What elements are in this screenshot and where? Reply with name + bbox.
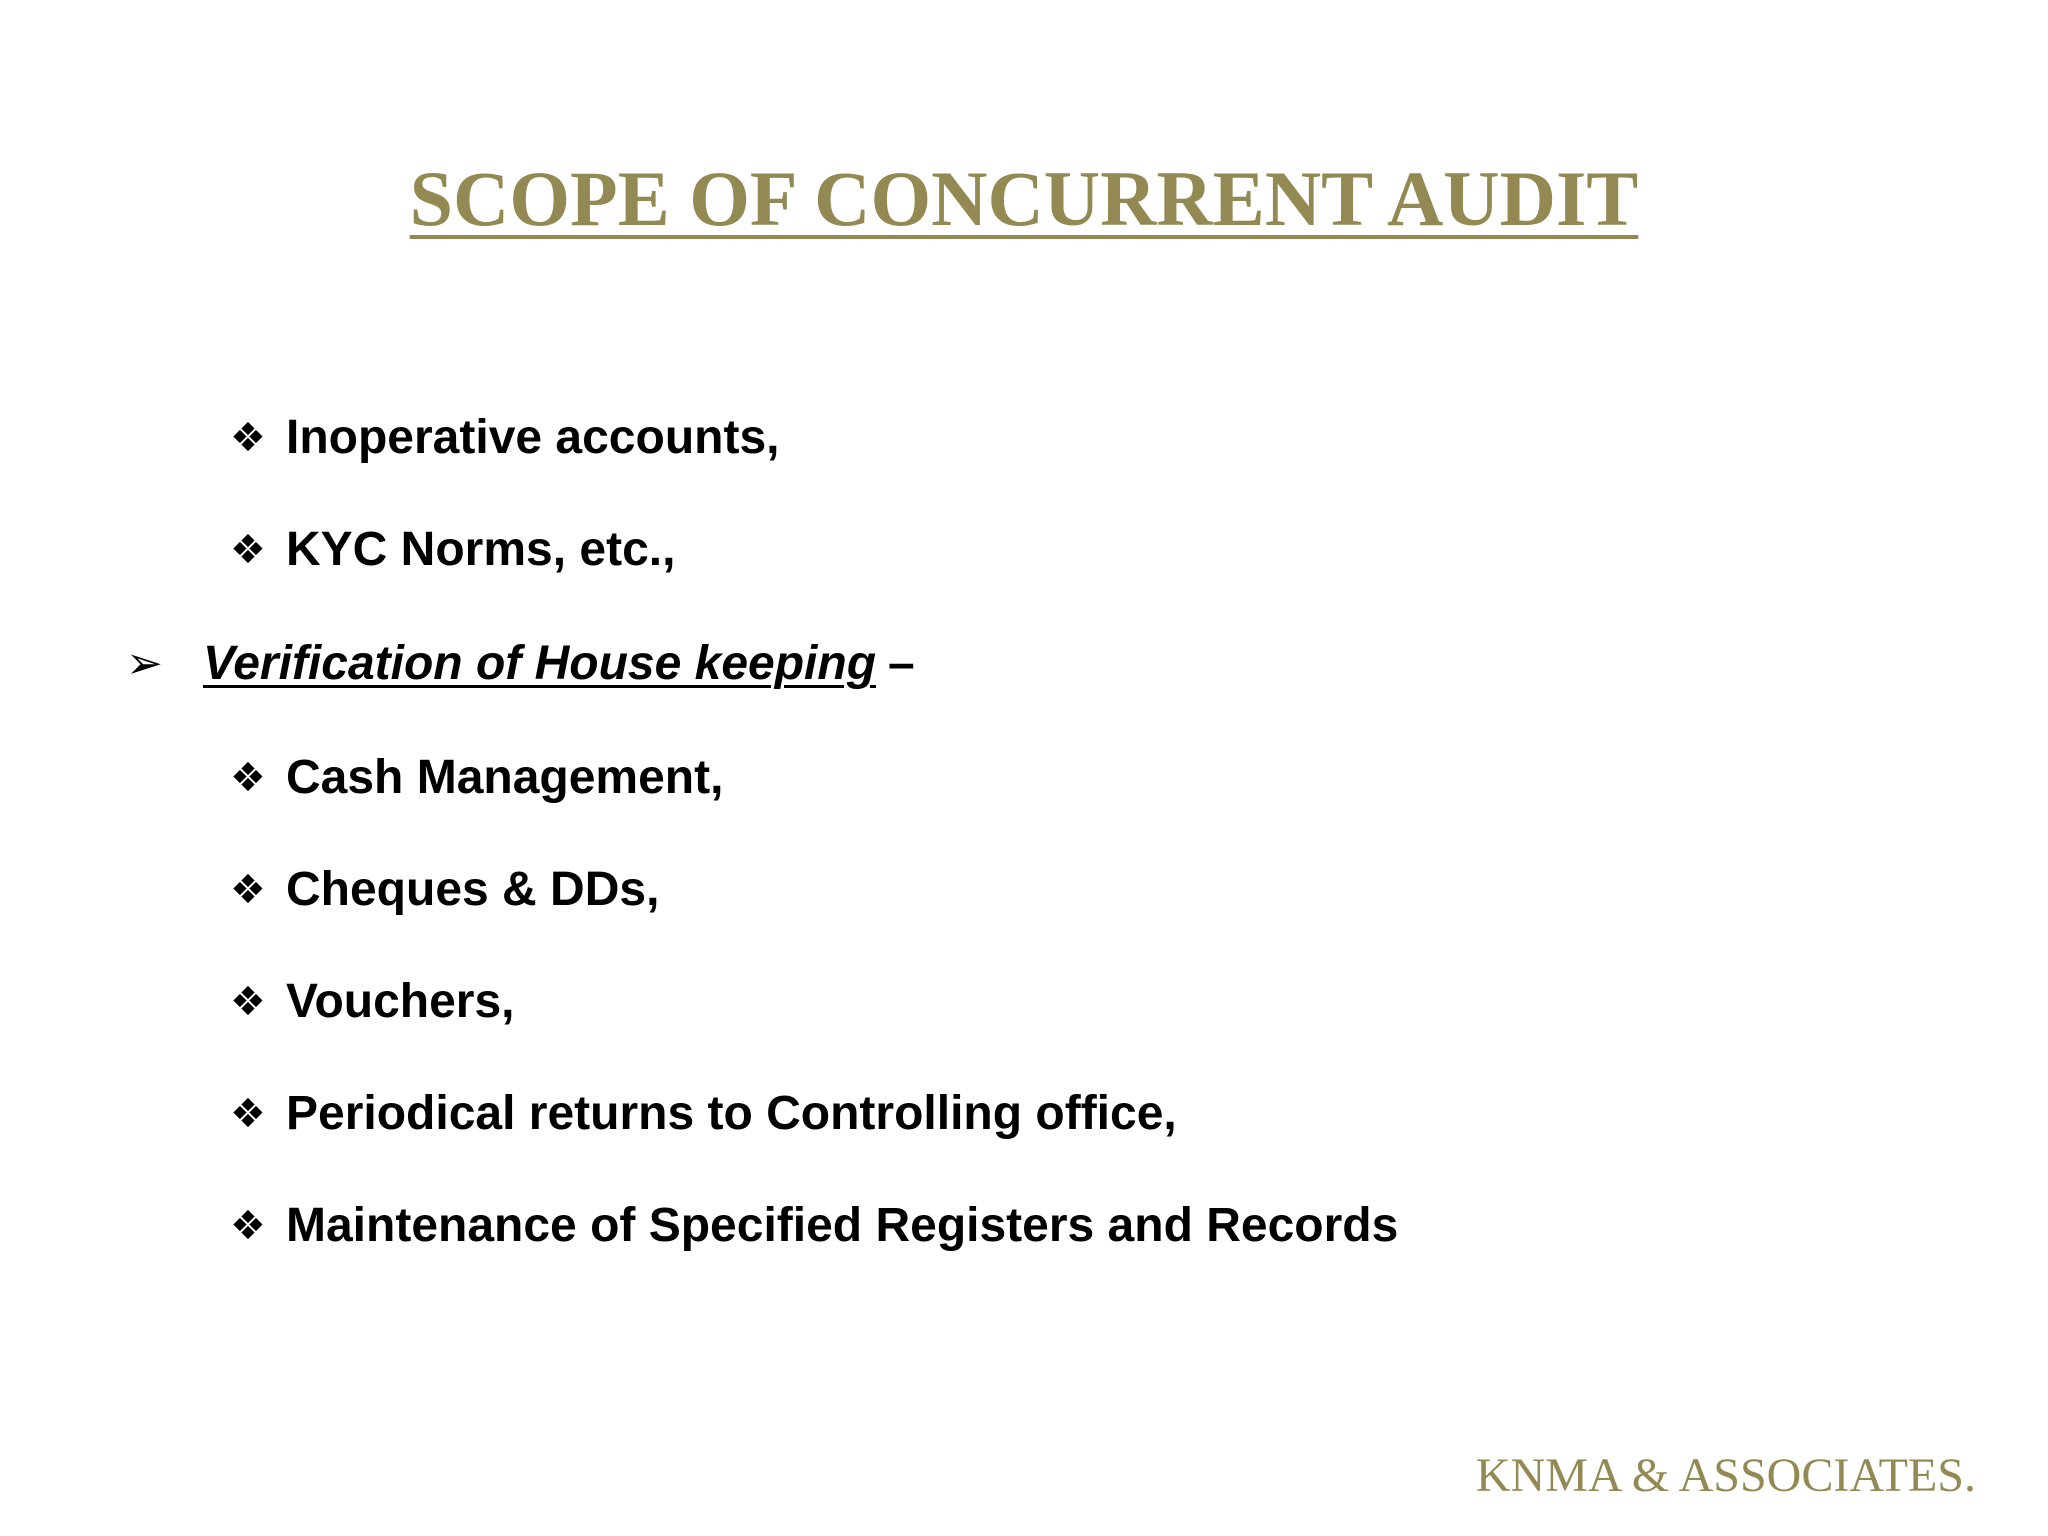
arrow-bullet-icon: ➢ <box>126 639 163 688</box>
diamond-bullet-icon: ❖ <box>230 1092 266 1136</box>
footer-firm-name: KNMA & ASSOCIATES. <box>1475 1449 1976 1502</box>
list-item <box>230 523 676 576</box>
list-item-text: Cheques & DDs, <box>286 863 660 916</box>
diamond-bullet-icon: ❖ <box>230 1204 266 1248</box>
slide-title <box>0 155 2048 242</box>
list-item-text: Maintenance of Specified Registers and Records <box>286 1199 1399 1252</box>
list-item-text: KYC Norms, etc., <box>286 523 676 576</box>
list-item <box>230 863 660 916</box>
diamond-bullet-icon: ❖ <box>230 868 266 912</box>
section-heading <box>126 637 915 690</box>
list-item-text: Cash Management, <box>286 751 724 804</box>
slide-title-text: SCOPE OF CONCURRENT AUDIT <box>409 155 1639 242</box>
diamond-bullet-icon: ❖ <box>230 528 266 572</box>
list-item-text: Periodical returns to Controlling office, <box>286 1087 1177 1140</box>
list-item <box>230 411 780 464</box>
list-item <box>230 975 515 1028</box>
list-item-text: Inoperative accounts, <box>286 411 780 464</box>
list-item <box>230 1199 1399 1252</box>
list-item <box>230 751 724 804</box>
section-heading-dash: – <box>888 637 915 690</box>
section-heading-text: Verification of House keeping <box>203 637 877 690</box>
diamond-bullet-icon: ❖ <box>230 756 266 800</box>
diamond-bullet-icon: ❖ <box>230 980 266 1024</box>
diamond-bullet-icon: ❖ <box>230 416 266 460</box>
list-item <box>230 1087 1177 1140</box>
list-item-text: Vouchers, <box>286 975 515 1028</box>
